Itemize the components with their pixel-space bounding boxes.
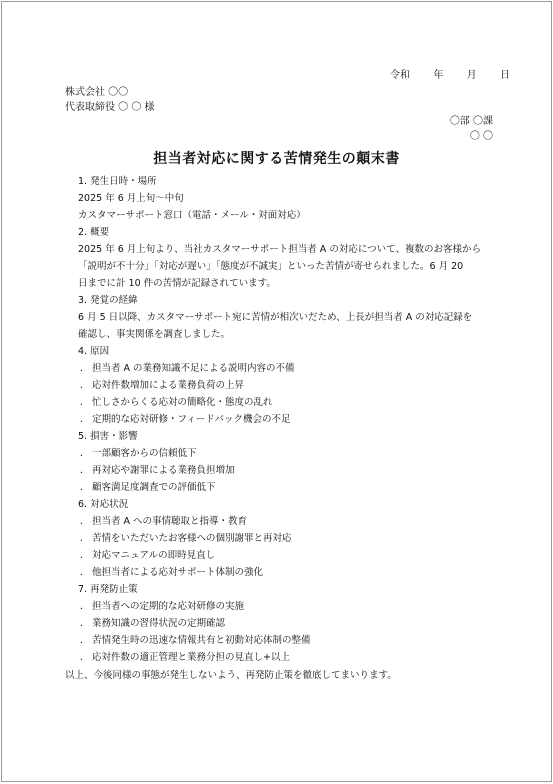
section-line: 「説明が不十分」「対応が遅い」「態度が不誠実」といった苦情が寄せられました。6 月 20 xyxy=(78,261,464,272)
sender-dept: 〇部 〇課 xyxy=(449,116,493,127)
bullet-item xyxy=(78,377,518,394)
bullet-dot: ． xyxy=(80,652,90,663)
section-heading: 1. 発生日時・場所 xyxy=(78,176,157,187)
bullet-dot: ． xyxy=(80,516,90,527)
section-heading: 5. 損害・影響 xyxy=(78,431,138,442)
bullet-dot: ． xyxy=(80,550,90,561)
bullet-item xyxy=(78,632,518,649)
bullet-item xyxy=(78,479,518,496)
bullet-text: 苦情発生時の迅速な情報共有と初動対応体制の整備 xyxy=(92,635,311,646)
section-line: 6 月 5 日以降、カスタマーサポート宛に苦情が相次いだため、上長が担当者 A の対応記録を xyxy=(78,312,473,323)
section-line: カスタマーサポート窓口（電話・メール・対面対応） xyxy=(78,210,306,221)
section-line: 2025 年 6 月上旬より、当社カスタマーサポート担当者 A の対応について、複数のお客様から xyxy=(78,244,481,255)
bullet-text: 応対件数増加による業務負荷の上昇 xyxy=(92,380,245,391)
section-heading: 3. 発覚の経緯 xyxy=(78,295,138,306)
closing-statement: 以上、今後同様の事態が発生しないよう、再発防止策を徹底してまいります。 xyxy=(65,670,397,681)
bullet-text: 定期的な応対研修・フィードバック機会の不足 xyxy=(92,414,291,425)
bullet-text: 業務知識の習得状況の定期確認 xyxy=(92,618,226,629)
bullet-text: 顧客満足度調査での評価低下 xyxy=(92,482,216,493)
bullet-item xyxy=(78,394,518,411)
bullet-item xyxy=(78,615,518,632)
section-6 xyxy=(78,496,518,581)
date-era: 令和 xyxy=(390,70,410,81)
bullet-dot: ． xyxy=(80,482,90,493)
document-page xyxy=(1,1,552,782)
bullet-dot: ． xyxy=(80,601,90,612)
bullet-dot: ． xyxy=(80,567,90,578)
date-line xyxy=(390,66,510,81)
sender-name: 〇 〇 xyxy=(469,131,493,142)
section-2 xyxy=(78,224,518,292)
bullet-dot: ． xyxy=(80,533,90,544)
bullet-item xyxy=(78,598,518,615)
section-line: 確認し、事実関係を調査しました。 xyxy=(78,329,231,340)
section-line: 2025 年 6 月上旬〜中旬 xyxy=(78,193,184,204)
bullet-dot: ． xyxy=(80,618,90,629)
bullet-text: 他担当者による応対サポート体制の強化 xyxy=(92,567,264,578)
recipient-company: 株式会社 〇〇 xyxy=(65,87,129,98)
bullet-item xyxy=(78,360,518,377)
bullet-text: 担当者への定期的な応対研修の実施 xyxy=(92,601,245,612)
bullet-text: 一部顧客からの信頼低下 xyxy=(92,448,197,459)
bullet-text: 苦情をいただいたお客様への個別謝罪と再対応 xyxy=(92,533,292,544)
bullet-dot: ． xyxy=(80,465,90,476)
section-heading: 4. 原因 xyxy=(78,346,110,357)
bullet-item xyxy=(78,445,518,462)
bullet-dot: ． xyxy=(80,448,90,459)
bullet-item xyxy=(78,513,518,530)
document-title: 担当者対応に関する苦情発生の顛末書 xyxy=(153,151,400,167)
date-year: 年 xyxy=(433,70,444,81)
bullet-text: 応対件数の適正管理と業務分担の見直し+以上 xyxy=(92,652,290,663)
bullet-text: 担当者 A への事情聴取と指導・教育 xyxy=(92,516,248,527)
bullet-dot: ． xyxy=(80,635,90,646)
section-heading: 6. 対応状況 xyxy=(78,499,129,510)
date-month: 月 xyxy=(466,70,477,81)
section-heading: 2. 概要 xyxy=(78,227,110,238)
bullet-item xyxy=(78,530,518,547)
bullet-dot: ． xyxy=(80,363,90,374)
document-body xyxy=(78,173,518,666)
date-day: 日 xyxy=(499,70,510,81)
bullet-text: 対応マニュアルの即時見直し xyxy=(92,550,216,561)
bullet-item xyxy=(78,411,518,428)
bullet-item xyxy=(78,462,518,479)
section-7 xyxy=(78,581,518,666)
bullet-item xyxy=(78,547,518,564)
bullet-text: 担当者 A の業務知識不足による説明内容の不備 xyxy=(92,363,295,374)
bullet-dot: ． xyxy=(80,380,90,391)
bullet-dot: ． xyxy=(80,414,90,425)
section-4 xyxy=(78,343,518,428)
bullet-text: 忙しさからくる応対の簡略化・態度の乱れ xyxy=(92,397,273,408)
section-3 xyxy=(78,292,518,343)
section-5 xyxy=(78,428,518,496)
recipient-person: 代表取締役 〇 〇 様 xyxy=(65,102,155,113)
section-line: 日までに計 10 件の苦情が記録されています。 xyxy=(78,278,276,289)
section-1 xyxy=(78,173,518,224)
section-heading: 7. 再発防止策 xyxy=(78,584,138,595)
bullet-text: 再対応や謝罪による業務負担増加 xyxy=(92,465,235,476)
bullet-dot: ． xyxy=(80,397,90,408)
bullet-item xyxy=(78,564,518,581)
bullet-item xyxy=(78,649,518,666)
